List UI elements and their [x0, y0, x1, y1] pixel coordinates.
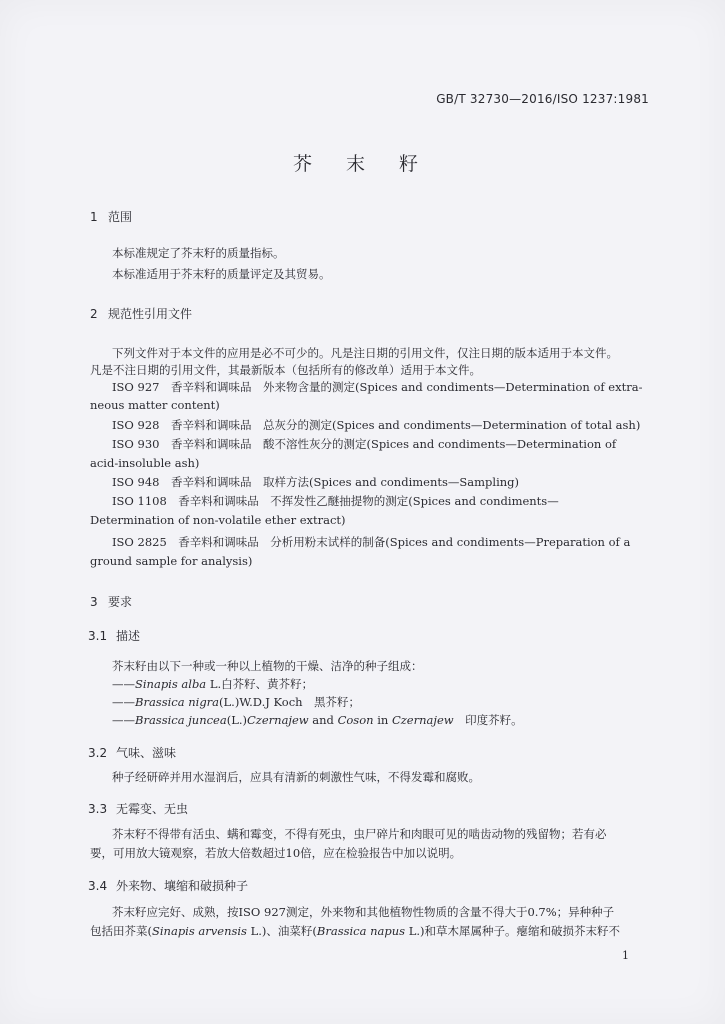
document-title: 芥 末 籽 — [292, 153, 433, 175]
section-3-3-heading: 3.3 无霉变、无虫 — [88, 802, 189, 816]
section-3-3-line-2: 要，可用放大镜观察，若放大倍数超过10倍，应在检验报告中加以说明。 — [90, 846, 462, 860]
section-1-heading: 1 范围 — [90, 210, 133, 224]
section-2-intro-1: 下列文件对于本文件的应用是必不可少的。凡是注日期的引用文件，仅注日期的版本适用于本文件。 — [112, 346, 618, 360]
reference-line: neous matter content) — [90, 398, 220, 412]
section-3-1-intro: 芥末籽由以下一种或一种以上植物的干燥、洁净的种子组成： — [112, 659, 423, 673]
reference-line: ground sample for analysis) — [90, 554, 253, 568]
reference-line: ISO 927 香辛料和调味品 外来物含量的测定(Spices and condiments—Determination of extra- — [112, 380, 643, 394]
section-2-intro-2: 凡是不注日期的引用文件，其最新版本（包括所有的修改单）适用于本文件。 — [90, 363, 481, 377]
reference-line: ISO 2825 香辛料和调味品 分析用粉末试样的制备(Spices and condiments—Preparation of a — [112, 535, 631, 549]
section-1-line-1: 本标准规定了芥末籽的质量指标。 — [112, 246, 285, 260]
section-1-line-2: 本标准适用于芥末籽的质量评定及其贸易。 — [112, 267, 331, 281]
page-number: 1 — [622, 949, 629, 962]
reference-line: ISO 930 香辛料和调味品 酸不溶性灰分的测定(Spices and condiments—Determination of — [112, 437, 617, 451]
section-3-1-heading: 3.1 描述 — [88, 629, 141, 643]
species-item: ——Brassica juncea(L.)Czernajew and Coson in Czernajew 印度芥籽。 — [112, 713, 523, 727]
section-3-2-heading: 3.2 气味、滋味 — [88, 746, 177, 760]
section-3-4-line-1: 芥末籽应完好、成熟，按ISO 927测定，外来物和其他植物性物质的含量不得大于0.7%；异种种子 — [112, 905, 615, 919]
reference-line: ISO 1108 香辛料和调味品 不挥发性乙醚抽提物的测定(Spices and condiments— — [112, 494, 559, 508]
species-item: ——Sinapis alba L.白芥籽、黄芥籽； — [112, 677, 314, 691]
section-3-3-line-1: 芥末籽不得带有活虫、螨和霉变，不得有死虫，虫尸碎片和肉眼可见的啮齿动物的残留物；若有必 — [112, 827, 607, 841]
section-3-4-heading: 3.4 外来物、壤缩和破损种子 — [88, 879, 249, 893]
section-3-heading: 3 要求 — [90, 595, 133, 609]
section-3-2-text: 种子经研碎并用水湿润后，应具有清新的刺激性气味，不得发霉和腐败。 — [112, 770, 480, 784]
reference-line: ISO 948 香辛料和调味品 取样方法(Spices and condiments—Sampling) — [112, 475, 520, 489]
section-3-4-line-2: 包括田芥菜(Sinapis arvensis L.)、油菜籽(Brassica napus L.)和草木犀属种子。瘪缩和破损芥末籽不 — [90, 924, 620, 938]
reference-line: acid-insoluble ash) — [90, 456, 200, 470]
species-item: ——Brassica nigra(L.)W.D.J Koch 黑芥籽； — [112, 695, 361, 709]
standard-number: GB/T 32730—2016/ISO 1237:1981 — [436, 92, 649, 106]
reference-line: Determination of non-volatile ether extract) — [90, 513, 346, 527]
section-2-heading: 2 规范性引用文件 — [90, 307, 193, 321]
reference-line: ISO 928 香辛料和调味品 总灰分的测定(Spices and condiments—Determination of total ash) — [112, 418, 641, 432]
